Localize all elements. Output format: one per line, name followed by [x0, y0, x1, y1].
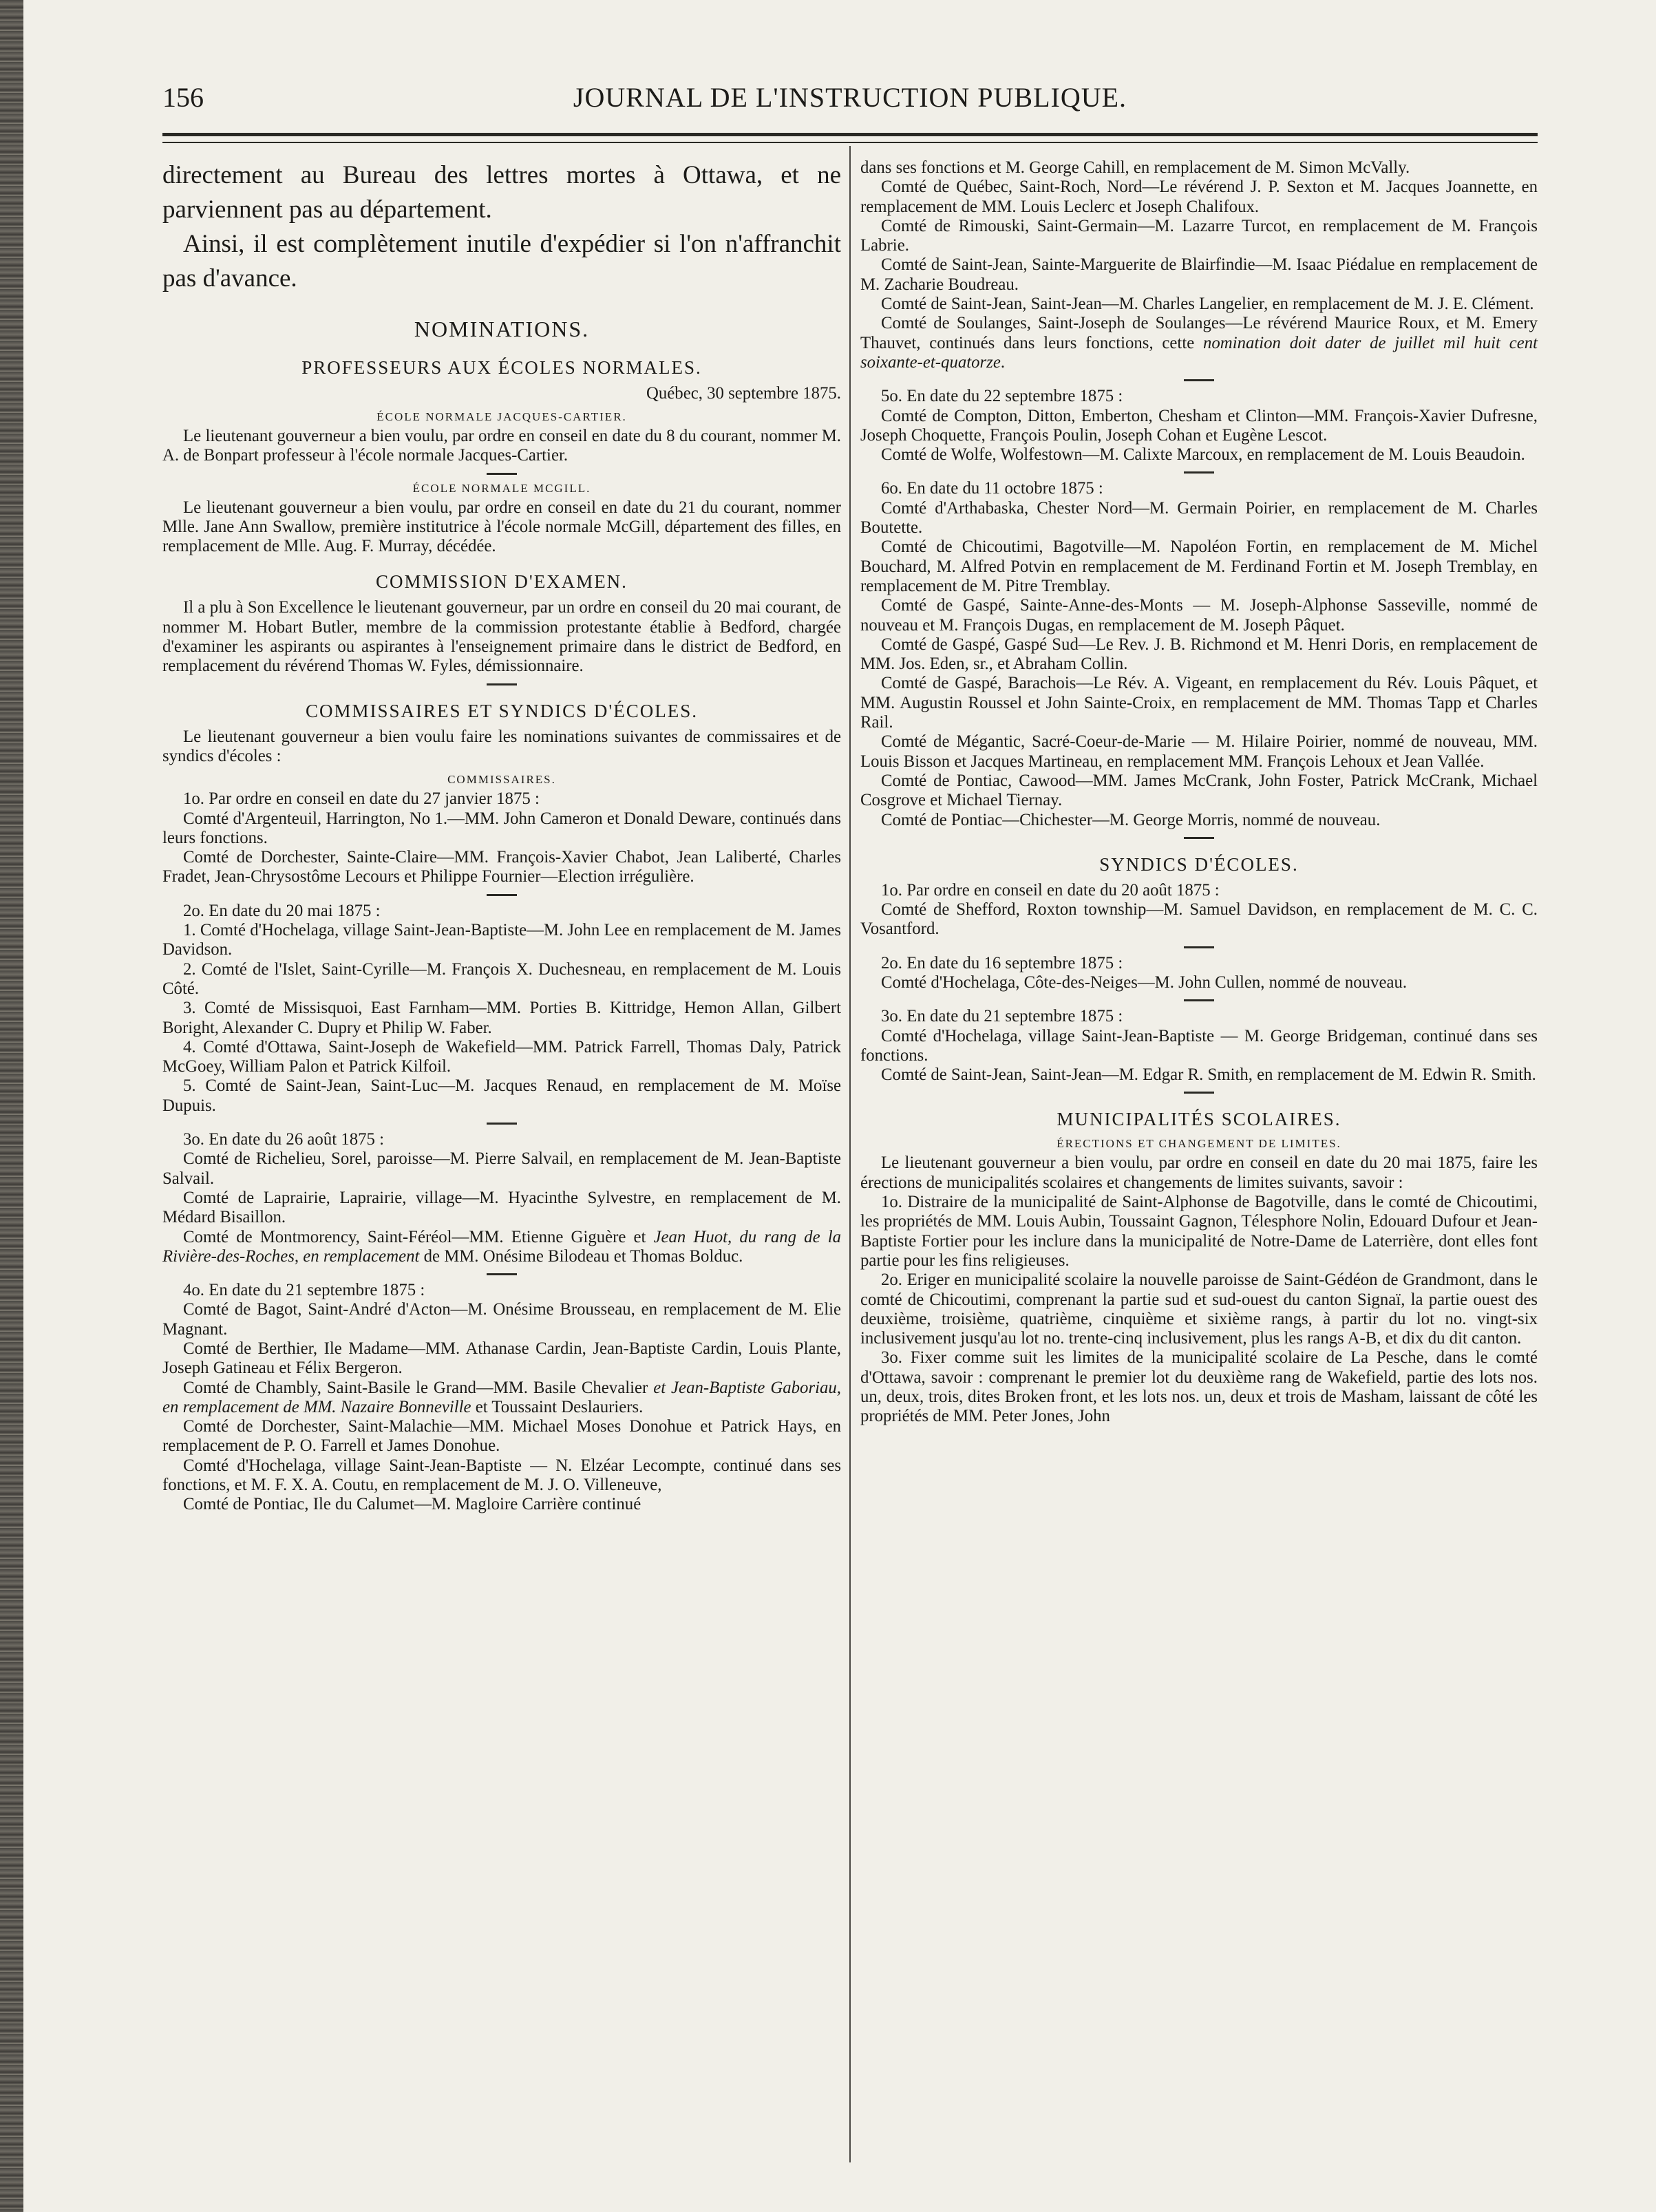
intro-paragraph: Ainsi, il est complètement inutile d'expédier si l'on n'affranchit pas d'avance.: [162, 230, 841, 293]
entry: 3. Comté de Missisquoi, East Farnham—MM. Porties B. Kittridge, Hemon Allan, Gilbert Boright, Alexander C. Dupry et Philip W. Faber.: [162, 999, 841, 1037]
separator: [487, 894, 517, 896]
entry-text: Comté de Montmorency, Saint-Féréol—MM. Etienne Giguère et: [183, 1227, 654, 1246]
separator: [1184, 837, 1214, 839]
entry-date: 3o. En date du 21 septembre 1875 :: [881, 1007, 1123, 1026]
entry: Comté d'Hochelaga, village Saint-Jean-Baptiste — N. Elzéar Lecompte, continué dans ses fonctions, et M. F. X. A. Coutu, en remplacement de M. J. O. Villeneuve,: [162, 1456, 841, 1495]
entry: dans ses fonctions et M. George Cahill, en remplacement de M. Simon McVally.: [860, 158, 1410, 177]
entry: Comté de Mégantic, Sacré-Coeur-de-Marie — M. Hilaire Poirier, nommé de nouveau, MM. Louis Bisson et Jacques Martineau, en remplacement MM. François Lehoux et Jean Vallée.: [860, 732, 1538, 771]
entry: 4. Comté d'Ottawa, Saint-Joseph de Wakefield—MM. Patrick Farrell, Thomas Daly, Patrick McGoey, William Palon et Patrick Kilfoil.: [162, 1037, 841, 1076]
entry: Comté de Compton, Ditton, Emberton, Chesham et Clinton—MM. François-Xavier Dufresne, Joseph Choquette, François Poulin, Joseph Cohan et Eugène Lescot.: [860, 406, 1538, 445]
section-title-syndics: SYNDICS D'ÉCOLES.: [1099, 853, 1299, 875]
separator: [1184, 999, 1214, 1001]
entry: 2. Comté de l'Islet, Saint-Cyrille—M. François X. Duchesneau, en remplacement de M. Louis Côté.: [162, 959, 841, 998]
subheading-commissaires: COMMISSAIRES.: [447, 773, 556, 787]
entry: Comté de Gaspé, Gaspé Sud—Le Rev. J. B. Richmond et M. Henri Doris, en remplacement de MM. Jos. Eden, sr., et Abraham Collin.: [860, 635, 1538, 674]
entry: [860, 314, 1538, 372]
entry: Comté de Bagot, Saint-André d'Acton—M. Onésime Brousseau, en remplacement de M. Elie Magnant.: [162, 1300, 841, 1339]
entry-italic-text: Jean Huot, du rang de la Rivière-des-Roches, en remplacement: [162, 1227, 841, 1266]
entry: Comté de Pontiac, Cawood—MM. James McCrank, John Foster, Patrick McCrank, Michael Cosgrove et Michael Tiernay.: [860, 771, 1538, 810]
separator: [1184, 379, 1214, 381]
book-binding-edge: [0, 0, 23, 2212]
section-title-nominations: NOMINATIONS.: [414, 317, 590, 341]
entry-date: 4o. En date du 21 septembre 1875 :: [183, 1281, 425, 1300]
entry: Comté de Rimouski, Saint-Germain—M. Lazarre Turcot, en remplacement de M. François Labrie.: [860, 216, 1538, 255]
entry: 1. Comté d'Hochelaga, village Saint-Jean-Baptiste—M. John Lee en remplacement de M. James Davidson.: [162, 921, 841, 959]
separator: [1184, 1092, 1214, 1094]
separator: [487, 473, 517, 475]
entry: [162, 1228, 841, 1267]
separator: [1184, 471, 1214, 474]
paragraph: 3o. Fixer comme suit les limites de la municipalité scolaire de La Pesche, dans le comté d'Ottawa, savoir : comprenant le premier lot du deuxième rang de Wakefield, partie des lots nos. un, deux, trois, dites Broken front, et les lots nos. un, deux et trois de Masham, laissant de côté les propriétés de MM. Peter Jones, John: [860, 1348, 1538, 1426]
entry: Comté de Laprairie, Laprairie, village—M. Hyacinthe Sylvestre, en remplacement de M. Médard Bisaillon.: [162, 1188, 841, 1227]
journal-title: JOURNAL DE L'INSTRUCTION PUBLIQUE.: [573, 82, 1127, 113]
page-number: 156: [162, 82, 204, 113]
entry: Comté de Pontiac, Ile du Calumet—M. Magloire Carrière continué: [183, 1495, 641, 1514]
entry: Comté de Berthier, Ile Madame—MM. Athanase Cardin, Jean-Baptiste Cardin, Louis Plante, Joseph Gatineau et Félix Bergeron.: [162, 1339, 841, 1378]
entry: Comté de Pontiac—Chichester—M. George Morris, nommé de nouveau.: [881, 810, 1381, 829]
paragraph: 2o. Eriger en municipalité scolaire la nouvelle paroisse de Saint-Gédéon de Grandmont, dans le comté de Chicoutimi, comprenant la partie sud et sud-ouest du canton Signaï, la partie ouest des deuxième, troisième, quatrième, cinquième et sixième rangs, à partir du lot no. vingt-six inclusivement jusqu'au lot no. trente-cinq inclusivement, plus les rangs A-B, et dix du dit canton.: [860, 1270, 1538, 1348]
entry-text: Comté de Chambly, Saint-Basile le Grand—MM. Basile Chevalier: [183, 1378, 654, 1397]
separator: [1184, 946, 1214, 948]
entry: Comté de Saint-Jean, Sainte-Marguerite de Blairfindie—M. Isaac Piédalue en remplacement de M. Zacharie Boudreau.: [860, 255, 1538, 294]
entry: Comté d'Hochelaga, village Saint-Jean-Baptiste — M. George Bridgeman, continué dans ses fonctions.: [860, 1026, 1538, 1065]
entry: 5. Comté de Saint-Jean, Saint-Luc—M. Jacques Renaud, en remplacement de M. Moïse Dupuis.: [162, 1076, 841, 1115]
entry: [162, 1379, 841, 1418]
column-divider: [849, 146, 851, 2162]
entry: Comté de Wolfe, Wolfestown—M. Calixte Marcoux, en remplacement de M. Louis Beaudoin.: [881, 445, 1525, 465]
entry: Comté de Gaspé, Barachois—Le Rév. A. Vigeant, en remplacement du Rév. Louis Pâquet, et MM. Augustin Roussel et John Sainte-Croix, en remplacement de MM. Thomas Tapp et Charles Rail.: [860, 674, 1538, 732]
section-title-municipalites: MUNICIPALITÉS SCOLAIRES.: [1057, 1109, 1341, 1130]
paragraph: Le lieutenant gouverneur a bien voulu, par ordre en conseil en date du 20 mai 1875, faire les érections de municipalités scolaires et changements de limites suivants, savoir :: [860, 1153, 1538, 1192]
paragraph: Le lieutenant gouverneur a bien voulu faire les nominations suivantes de commissaires et de syndics d'écoles :: [162, 727, 841, 765]
page-header: [162, 81, 1538, 123]
entry: Comté de Dorchester, Sainte-Claire—MM. François-Xavier Chabot, Jean Laliberté, Charles Fradet, Jean-Chrysostôme Lecours et Philippe Fournier—Election irrégulière.: [162, 848, 841, 886]
dateline: Québec, 30 septembre 1875.: [646, 384, 841, 403]
right-column: [860, 158, 1538, 1427]
entry-date: 1o. Par ordre en conseil en date du 20 août 1875 :: [881, 880, 1220, 900]
header-rule-thick: [162, 133, 1538, 136]
section-title-professeurs: PROFESSEURS AUX ÉCOLES NORMALES.: [301, 357, 702, 378]
entry-italic-text: nomination doit dater de juillet mil huit cent soixante-et-quatorze: [860, 333, 1538, 372]
subheading-erections: ÉRECTIONS ET CHANGEMENT DE LIMITES.: [1057, 1137, 1341, 1151]
entry: Comté de Gaspé, Sainte-Anne-des-Monts — M. Joseph-Alphonse Sasseville, nommé de nouveau et M. François Dugas, en remplacement de M. Joseph Pâquet.: [860, 596, 1538, 635]
entry: Comté de Chicoutimi, Bagotville—M. Napoléon Fortin, en remplacement de M. Michel Bouchard, M. Alfred Potvin en remplacement de M. Ferdinand Fortin et M. Joseph Tremblay, en remplacement de M. Pitre Tremblay.: [860, 538, 1538, 595]
entry: Comté d'Hochelaga, Côte-des-Neiges—M. John Cullen, nommé de nouveau.: [881, 972, 1408, 992]
left-column: [162, 158, 841, 1515]
entry: Comté d'Arthabaska, Chester Nord—M. Germain Poirier, en remplacement de M. Charles Boutette.: [860, 498, 1538, 538]
entry: Comté de Saint-Jean, Saint-Jean—M. Edgar R. Smith, en remplacement de M. Edwin R. Smith.: [881, 1065, 1536, 1085]
subheading-ecole-mcgill: ÉCOLE NORMALE MCGILL.: [412, 481, 591, 495]
separator: [487, 683, 517, 685]
entry-text: et Toussaint Deslauriers.: [471, 1397, 644, 1416]
entry: Comté de Shefford, Roxton township—M. Samuel Davidson, en remplacement de M. C. C. Vosantford.: [860, 900, 1538, 939]
subheading-ecole-jacques-cartier: ÉCOLE NORMALE JACQUES-CARTIER.: [376, 410, 627, 423]
separator: [487, 1273, 517, 1275]
entry-date: 5o. En date du 22 septembre 1875 :: [881, 387, 1123, 406]
entry: Comté de Dorchester, Saint-Malachie—MM. Michael Moses Donohue et Patrick Hays, en remplacement de P. O. Farrell et James Donohue.: [162, 1417, 841, 1456]
entry: Comté de Richelieu, Sorel, paroisse—M. Pierre Salvail, en remplacement de M. Jean-Baptiste Salvail.: [162, 1149, 841, 1188]
header-rule-thin: [162, 142, 1538, 143]
entry: Comté de Saint-Jean, Saint-Jean—M. Charles Langelier, en remplacement de M. J. E. Clément.: [881, 295, 1534, 314]
entry-text: .: [1000, 352, 1006, 372]
section-title-commissaires-syndics: COMMISSAIRES ET SYNDICS D'ÉCOLES.: [306, 700, 698, 721]
entry-italic-text: et Jean-Baptiste Gaboriau, en remplacement de MM. Nazaire Bonneville: [162, 1378, 841, 1416]
entry-date: 2o. En date du 16 septembre 1875 :: [881, 953, 1123, 972]
paragraph: 1o. Distraire de la municipalité de Saint-Alphonse de Bagotville, dans le comté de Chicoutimi, les propriétés de MM. Louis Aubin, Toussaint Gagnon, Télesphore Nolin, Edouard Dufour et Jean-Baptiste Fortier pour les inclure dans la municipalité de Notre-Dame de Laterrière, dont elles font partie pour les fins religieuses.: [860, 1193, 1538, 1270]
section-title-commission-examen: COMMISSION D'EXAMEN.: [376, 571, 628, 593]
entry-text: Comté de Soulanges, Saint-Joseph de Soulanges—Le révérend Maurice Roux, et M. Emery Thauvet, continués dans leurs fonctions, cette: [860, 314, 1538, 352]
intro-paragraph: directement au Bureau des lettres mortes à Ottawa, et ne parviennent pas au département.: [162, 161, 841, 224]
entry-date: 1o. Par ordre en conseil en date du 27 janvier 1875 :: [183, 789, 540, 809]
entry-date: 2o. En date du 20 mai 1875 :: [183, 901, 381, 920]
separator: [487, 1123, 517, 1125]
paragraph: Il a plu à Son Excellence le lieutenant gouverneur, par un ordre en conseil du 20 mai courant, de nommer M. Hobart Butler, membre de la commission protestante établie à Bedford, chargée d'examiner les aspirants ou aspirantes à l'enseignement primaire dans le district de Bedford, en remplacement du révérend Thomas W. Fyles, démissionnaire.: [162, 598, 841, 676]
entry: Comté de Québec, Saint-Roch, Nord—Le révérend J. P. Sexton et M. Jacques Joannette, en remplacement de MM. Louis Leclerc et Joseph Chalifoux.: [860, 178, 1538, 216]
paragraph: Le lieutenant gouverneur a bien voulu, par ordre en conseil en date du 21 du courant, nommer Mlle. Jane Ann Swallow, première institutrice à l'école normale McGill, département des filles, en remplacement de Mlle. Aug. F. Murray, décédée.: [162, 498, 841, 556]
paragraph: Le lieutenant gouverneur a bien voulu, par ordre en conseil en date du 8 du courant, nommer M. A. de Bonpart professeur à l'école normale Jacques-Cartier.: [162, 427, 841, 465]
entry-date: 3o. En date du 26 août 1875 :: [183, 1130, 385, 1149]
entry-date: 6o. En date du 11 octobre 1875 :: [881, 479, 1103, 498]
entry: Comté d'Argenteuil, Harrington, No 1.—MM. John Cameron et Donald Deware, continués dans leurs fonctions.: [162, 809, 841, 847]
entry-text: de MM. Onésime Bilodeau et Thomas Bolduc.: [419, 1246, 743, 1266]
